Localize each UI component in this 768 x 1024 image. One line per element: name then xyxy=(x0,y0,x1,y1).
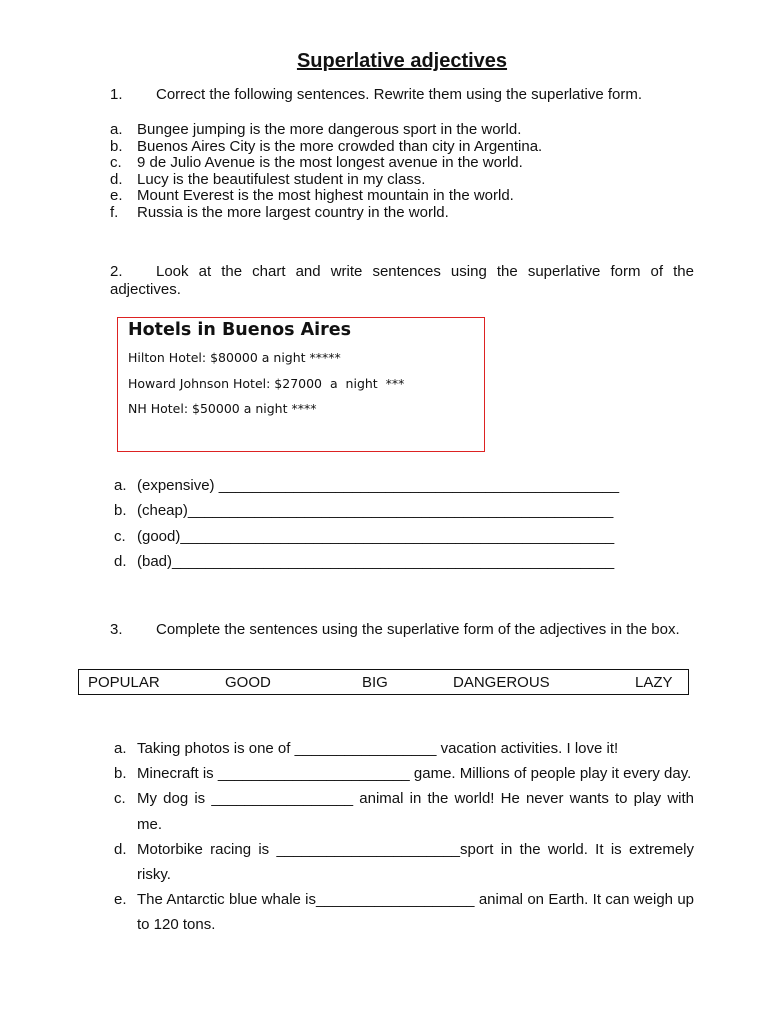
question-2-text: Look at the chart and write sentences using the superlative form of the adjectives. xyxy=(110,263,694,298)
list-item: a. Taking photos is one of _________________ vacation activities. I love it! xyxy=(114,740,619,757)
list-item: d. Motorbike racing is ______________________sport in the world. It is extremely risky. xyxy=(114,840,694,884)
question-2-number: 2. xyxy=(110,263,123,280)
list-item: f. Russia is the more largest country in the world. xyxy=(110,203,449,221)
question-2-instruction xyxy=(110,263,694,299)
question-3-text: Complete the sentences using the superlative form of the adjectives in the box. xyxy=(156,621,680,638)
hotels-chart-box xyxy=(117,317,485,452)
list-item: c. My dog is _________________ animal in the world! He never wants to play with me. xyxy=(114,790,694,833)
list-item: b. Minecraft is _______________________ game. Millions of people play it every day. xyxy=(114,765,692,783)
hotels-chart-title: Hotels in Buenos Aires xyxy=(128,320,352,340)
word-box-item: LAZY xyxy=(635,674,673,691)
list-item: a. (expensive) ________________________________________________ xyxy=(114,477,620,495)
question-3-list xyxy=(114,736,694,938)
word-box-item: POPULAR xyxy=(88,674,160,691)
question-1-number: 1. xyxy=(110,86,123,103)
question-3-instruction xyxy=(110,621,694,639)
list-item: d. (bad)_____________________________________________________ xyxy=(114,553,615,571)
list-item: e. Mount Everest is the most highest mountain in the world. xyxy=(110,187,514,205)
question-1-text: Correct the following sentences. Rewrite them using the superlative form. xyxy=(156,86,643,103)
list-item: c. 9 de Julio Avenue is the most longest avenue in the world. xyxy=(110,154,523,172)
list-item: a. Bungee jumping is the more dangerous sport in the world. xyxy=(110,121,522,138)
hotel-line: Hilton Hotel: $80000 a night ***** xyxy=(128,350,341,365)
word-box-item: DANGEROUS xyxy=(453,674,550,691)
question-3-number: 3. xyxy=(110,621,123,638)
list-item: b. (cheap)___________________________________________________ xyxy=(114,502,614,520)
list-item: b. Buenos Aires City is the more crowded than city in Argentina. xyxy=(110,137,543,155)
page-title: Superlative adjectives xyxy=(296,50,508,72)
hotel-line: Howard Johnson Hotel: $27000 a night *** xyxy=(128,376,405,391)
list-item: c. (good)____________________________________________________ xyxy=(114,527,615,545)
word-box-item: GOOD xyxy=(225,674,271,691)
question-1-instruction xyxy=(110,86,694,104)
word-box-item: BIG xyxy=(362,674,388,691)
question-2-list xyxy=(114,473,619,574)
list-item: e. The Antarctic blue whale is___________________ animal on Earth. It can weigh up to 120 tons. xyxy=(114,891,694,934)
question-1-list xyxy=(110,122,542,222)
word-box xyxy=(78,669,689,695)
hotel-line: NH Hotel: $50000 a night **** xyxy=(128,401,317,416)
list-item: d. Lucy is the beautifulest student in my class. xyxy=(110,170,426,188)
